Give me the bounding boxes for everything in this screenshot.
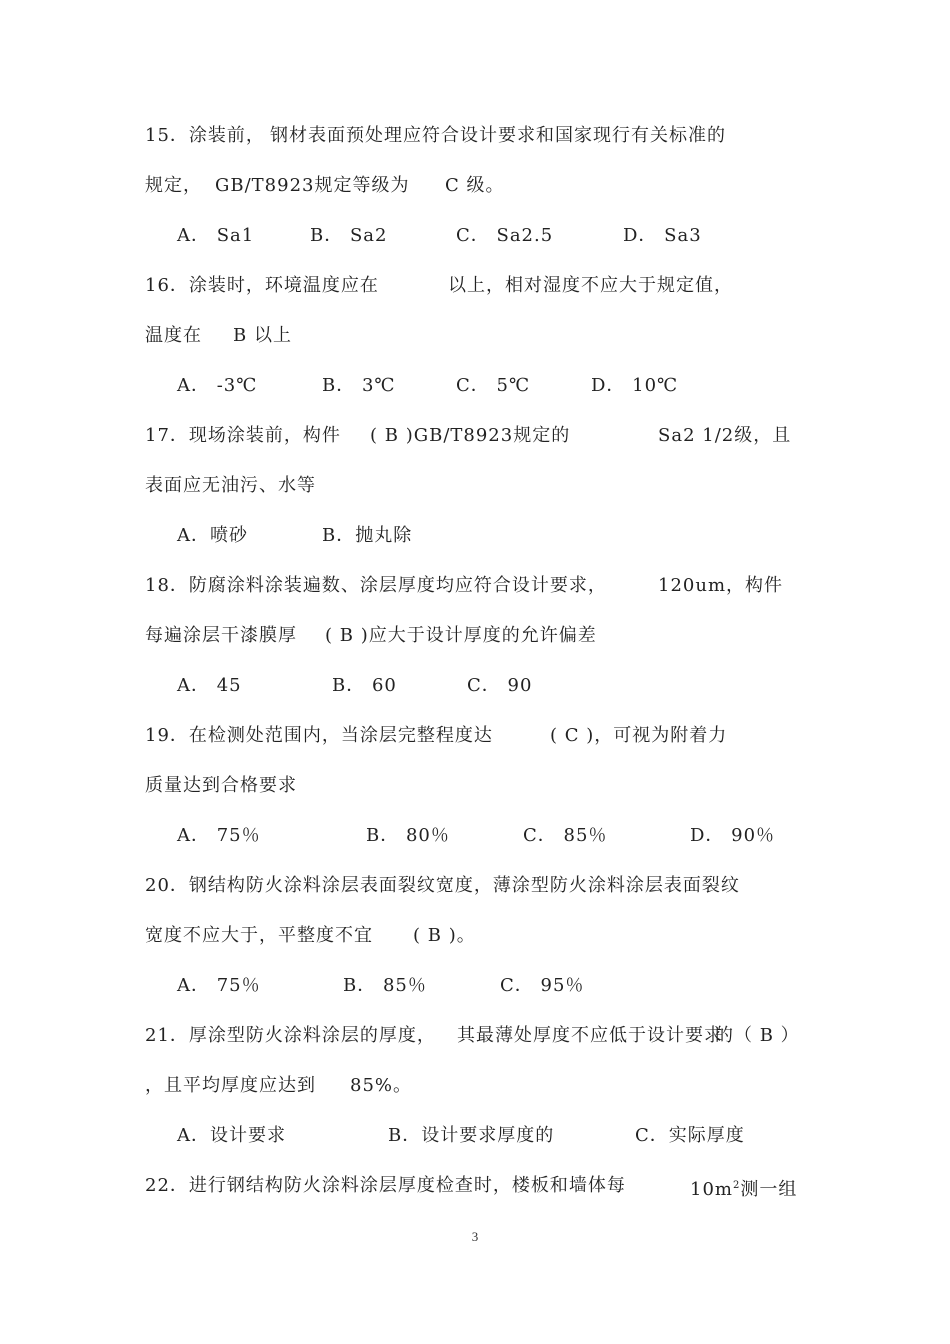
q18-option-b: B． 60 xyxy=(332,675,397,696)
q19-option-a: A． 75％ xyxy=(177,825,261,846)
q16-text: 16．涂装时，环境温度应在 xyxy=(145,275,379,296)
q20-answer: ( B )。 xyxy=(413,925,476,946)
q16-cont: 温度在 xyxy=(145,325,202,346)
q21-option-a: A．设计要求 xyxy=(177,1125,286,1146)
q22-area-value: 10m xyxy=(690,1179,733,1200)
q16-answer: B 以上 xyxy=(233,325,292,346)
q18-thickness: 120um，构件 xyxy=(658,575,784,596)
q15-answer: C 级。 xyxy=(445,175,505,196)
q15-standard: GB/T8923规定等级为 xyxy=(215,175,410,196)
q16-option-c: C． 5℃ xyxy=(456,375,531,396)
q19-text: 19．在检测处范围内，当涂层完整程度达 xyxy=(145,725,493,746)
q16-option-d: D． 10℃ xyxy=(591,375,679,396)
q18-answer: ( B )应大于设计厚度的允许偏差 xyxy=(325,625,597,646)
q18-option-a: A． 45 xyxy=(177,675,242,696)
q17-option-a: A．喷砂 xyxy=(177,525,248,546)
q21-percent: 85%。 xyxy=(350,1075,413,1096)
q16-option-a: A． -3℃ xyxy=(177,375,258,396)
q18-text: 18．防腐涂料涂装遍数、涂层厚度均应符合设计要求， xyxy=(145,575,607,596)
q20-text: 20．钢结构防火涂料涂层表面裂纹宽度，薄涂型防火涂料涂层表面裂纹 xyxy=(145,875,740,896)
q21-text-2: 其最薄处厚度不应低于设计要求 xyxy=(457,1025,723,1046)
q15-option-a: A． Sa1 xyxy=(177,225,255,246)
q15-option-d: D． Sa3 xyxy=(623,225,702,246)
q19-option-d: D． 90％ xyxy=(690,825,776,846)
q20-option-c: C． 95％ xyxy=(500,975,585,996)
q19-answer: ( C )，可视为附着力 xyxy=(550,725,728,746)
page-number: 3 xyxy=(471,1229,479,1244)
q16-text-2: 以上，相对湿度不应大于规定值， xyxy=(448,275,733,296)
q17-cont: 表面应无油污、水等 xyxy=(145,475,316,496)
q21-option-b: B．设计要求厚度的 xyxy=(388,1125,555,1146)
q15-option-c: C． Sa2.5 xyxy=(456,225,554,246)
q21-option-c: C．实际厚度 xyxy=(635,1125,745,1146)
q22-area-tail: 测一组 xyxy=(740,1179,798,1200)
q21-cont: ，且平均厚度应达到 xyxy=(145,1075,316,1096)
q22-area-sup: 2 xyxy=(732,1180,741,1191)
q19-option-c: C． 85％ xyxy=(523,825,608,846)
q17-grade: Sa2 1/2级，且 xyxy=(658,425,792,446)
q17-text: 17．现场涂装前，构件 xyxy=(145,425,341,446)
q15-option-b: B． Sa2 xyxy=(310,225,388,246)
q20-cont: 宽度不应大于，平整度不宜 xyxy=(145,925,373,946)
q17-option-b: B．抛丸除 xyxy=(322,525,413,546)
q20-option-b: B． 85％ xyxy=(343,975,427,996)
q16-option-b: B． 3℃ xyxy=(322,375,396,396)
q17-answer: ( B )GB/T8923规定的 xyxy=(370,425,571,446)
q15-text: 钢材表面预处理应符合设计要求和国家现行有关标准的 xyxy=(270,125,726,146)
q22-area xyxy=(690,1172,797,1204)
q19-cont: 质量达到合格要求 xyxy=(145,775,297,796)
q21-answer: 的（ B ） xyxy=(715,1025,800,1046)
q19-option-b: B． 80％ xyxy=(366,825,450,846)
q15-number: 15．涂装前， xyxy=(145,125,265,146)
q18-option-c: C． 90 xyxy=(467,675,533,696)
q21-text: 21．厚涂型防火涂料涂层的厚度， xyxy=(145,1025,436,1046)
q15-cont: 规定， xyxy=(145,175,202,196)
q20-option-a: A． 75％ xyxy=(177,975,261,996)
q22-text: 22．进行钢结构防火涂料涂层厚度检查时，楼板和墙体每 xyxy=(145,1175,626,1196)
q18-cont: 每遍涂层干漆膜厚 xyxy=(145,625,297,646)
